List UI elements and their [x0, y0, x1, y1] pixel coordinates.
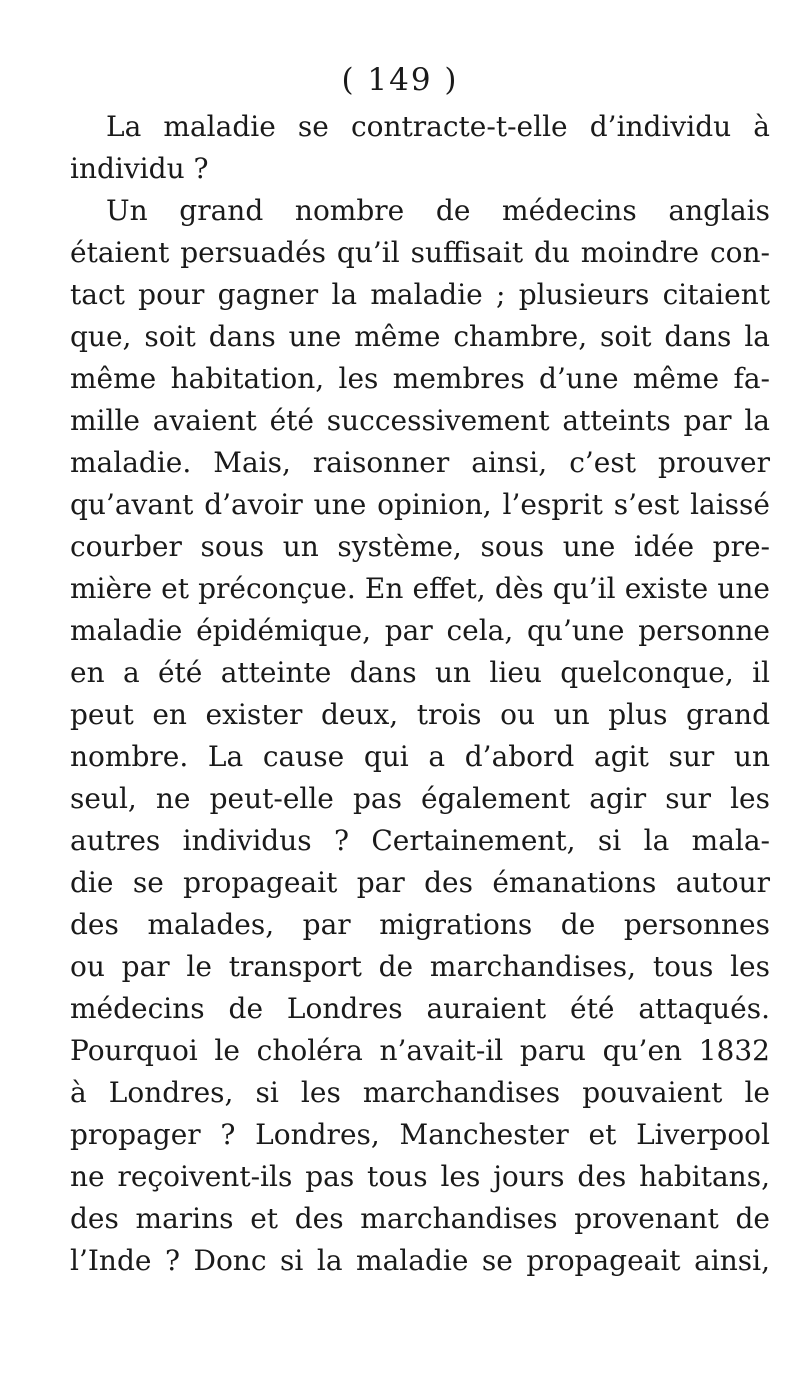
text-line: maladie. Mais, raisonner ainsi, c’est prouver	[70, 446, 770, 479]
text-line: courber sous un système, sous une idée pre-	[70, 530, 770, 563]
text-line: La maladie se contracte-t-elle d’individu à	[106, 110, 770, 143]
text-line: même habitation, les membres d’une même fa-	[70, 362, 770, 395]
text-line: maladie épidémique, par cela, qu’une personne	[70, 614, 770, 647]
text-line: autres individus ? Certainement, si la mala-	[70, 824, 770, 857]
page-number: ( 149 )	[341, 62, 459, 98]
text-line: à Londres, si les marchandises pouvaient le	[70, 1076, 770, 1109]
text-line: Un grand nombre de médecins anglais	[106, 194, 770, 227]
text-line: en a été atteinte dans un lieu quelconque, il	[70, 656, 770, 689]
text-line: peut en exister deux, trois ou un plus grand	[70, 698, 770, 731]
text-line: des malades, par migrations de personnes	[70, 908, 770, 941]
text-line: propager ? Londres, Manchester et Liverpool	[70, 1118, 770, 1151]
text-line: l’Inde ? Donc si la maladie se propageait ainsi,	[70, 1244, 770, 1277]
text-line: des marins et des marchandises provenant de	[70, 1202, 770, 1235]
text-line: étaient persuadés qu’il suffisait du moindre con-	[70, 236, 770, 269]
text-line: die se propageait par des émanations autour	[70, 866, 770, 899]
text-line: Pourquoi le choléra n’avait-il paru qu’en 1832	[70, 1034, 770, 1067]
text-line: que, soit dans une même chambre, soit dans la	[70, 320, 770, 353]
text-line: individu ?	[70, 152, 209, 185]
text-line: mille avaient été successivement atteints par la	[70, 404, 770, 437]
text-line: qu’avant d’avoir une opinion, l’esprit s’est laissé	[70, 488, 770, 521]
body-text	[70, 106, 770, 1282]
text-line: ne reçoivent-ils pas tous les jours des habitans,	[70, 1160, 770, 1193]
text-line: seul, ne peut-elle pas également agir sur les	[70, 782, 770, 815]
text-line: médecins de Londres auraient été attaqués.	[70, 992, 770, 1025]
text-line: mière et préconçue. En effet, dès qu’il existe une	[70, 572, 770, 605]
text-line: tact pour gagner la maladie ; plusieurs citaient	[70, 278, 770, 311]
text-line: nombre. La cause qui a d’abord agit sur un	[70, 740, 770, 773]
text-line: ou par le transport de marchandises, tous les	[70, 950, 770, 983]
